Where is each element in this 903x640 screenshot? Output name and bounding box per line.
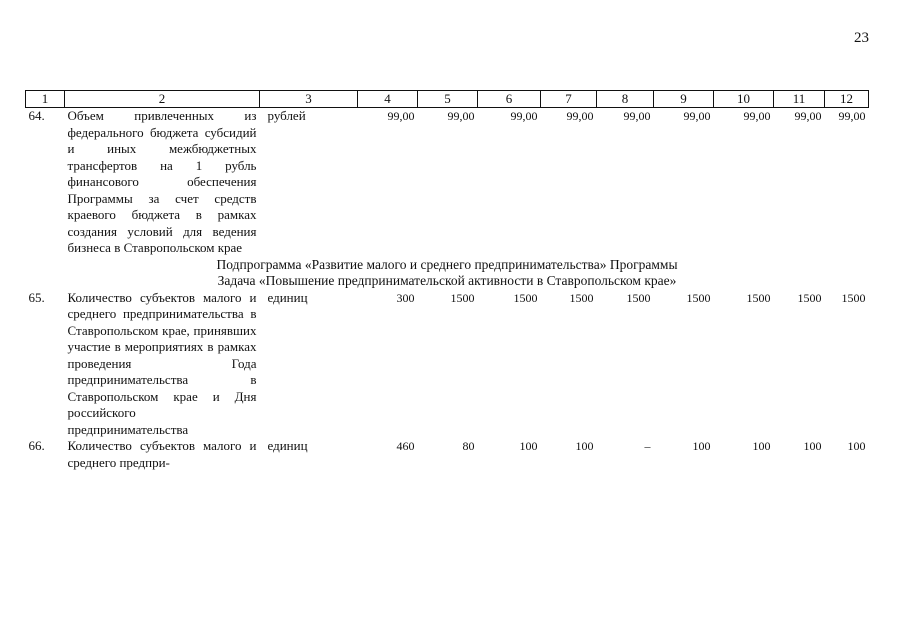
value-cell: 460: [396, 439, 415, 453]
subprogram-title: Подпрограмма «Развитие малого и среднего предпринимательства» Программы: [216, 256, 678, 272]
column-header: 1: [26, 91, 65, 108]
column-header: 9: [654, 91, 714, 108]
indicators-table: [25, 90, 869, 471]
column-header: 8: [597, 91, 654, 108]
column-header: 11: [774, 91, 825, 108]
column-header: 2: [65, 91, 260, 108]
column-header: 10: [714, 91, 774, 108]
value-cell: 1500: [450, 290, 475, 305]
indicator-name: Количество субъектов малого и среднего предпринимательства в Ставропольском крае, принявших участие в мероприятиях в рамках проведения Года предпринимательства в Ставропольском крае и Дня российского предпринимательства: [67, 289, 257, 437]
value-cell: 99,00: [566, 109, 594, 123]
row-number: 64.: [28, 108, 45, 123]
column-number-header-row: [26, 91, 869, 108]
value-cell: 1500: [797, 290, 822, 305]
value-cell: 99,00: [387, 109, 415, 123]
column-header: 4: [358, 91, 418, 108]
column-header: 12: [825, 91, 869, 108]
unit-of-measure: единиц: [267, 289, 308, 305]
unit-of-measure: единиц: [267, 438, 308, 453]
unit-of-measure: рублей: [267, 108, 306, 123]
value-cell: 1500: [746, 290, 771, 305]
value-cell: 99,00: [743, 109, 771, 123]
indicator-name: Объем привлеченных из федерального бюджета субсидий и иных межбюджетных трансфертов на 1 рубль финансового обеспечения Программы за счет средств краевого бюджета в рамках создания условий для ведения бизнеса в Ставропольском крае: [67, 108, 257, 255]
value-cell: 100: [752, 439, 771, 453]
value-cell: 1500: [841, 290, 866, 305]
value-cell: 99,00: [794, 109, 822, 123]
value-cell: 1500: [513, 290, 538, 305]
value-cell: 300: [396, 290, 415, 305]
task-title: Задача «Повышение предпринимательской активности в Ставропольском крае»: [217, 273, 677, 288]
table-row: [26, 290, 869, 439]
value-cell: 1500: [686, 290, 711, 305]
column-header: 3: [260, 91, 358, 108]
value-cell: 100: [847, 439, 866, 453]
row-number: 66.: [28, 438, 45, 453]
value-cell: 99,00: [683, 109, 711, 123]
column-header: 6: [478, 91, 541, 108]
value-cell: 100: [575, 439, 594, 453]
value-cell: 100: [519, 439, 538, 453]
subprogram-row: [26, 257, 869, 274]
task-row: [26, 273, 869, 290]
value-cell: –: [644, 439, 651, 453]
table-row: [26, 438, 869, 471]
value-cell: 100: [692, 439, 711, 453]
page-number: 23: [854, 30, 869, 46]
value-cell: 1500: [569, 290, 594, 305]
table-row: [26, 108, 869, 257]
row-number: 65.: [28, 289, 45, 305]
value-cell: 99,00: [838, 109, 866, 123]
value-cell: 99,00: [510, 109, 538, 123]
column-header: 7: [541, 91, 597, 108]
value-cell: 1500: [626, 290, 651, 305]
value-cell: 100: [803, 439, 822, 453]
column-header: 5: [418, 91, 478, 108]
value-cell: 80: [462, 439, 475, 453]
indicator-name: Количество субъектов малого и среднего предпри-: [67, 438, 257, 470]
value-cell: 99,00: [623, 109, 651, 123]
value-cell: 99,00: [447, 109, 475, 123]
